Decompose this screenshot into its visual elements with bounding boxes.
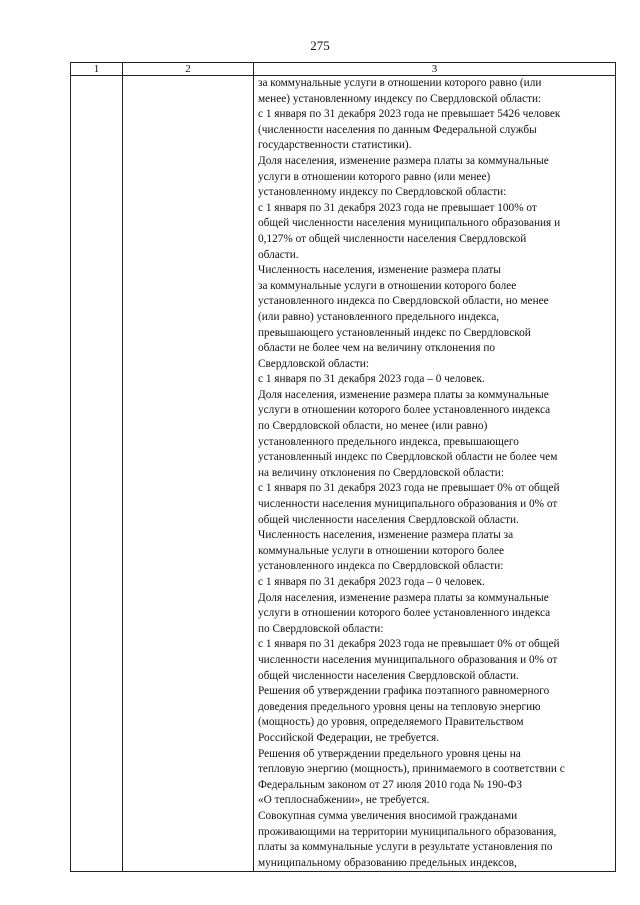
text-line: области не более чем на величину отклонения по (258, 342, 496, 355)
text-line: с 1 января по 31 декабря 2023 года не превышает 100% от (258, 201, 537, 214)
text-line: государственности статистики). (258, 139, 412, 152)
text-line: численности населения муниципального образования и 0% от (258, 498, 558, 511)
table-cell-col3 (254, 76, 616, 872)
text-line: области. (258, 248, 299, 261)
text-line: Федеральным законом от 27 июля 2010 года № 190-ФЗ (258, 778, 523, 791)
text-line: за коммунальные услуги в отношении которого равно (или (258, 77, 542, 89)
text-line: Доля населения, изменение размера платы за коммунальные (258, 154, 549, 167)
text-line: менее) установленному индексу по Свердловской области: (258, 92, 542, 105)
text-line: общей численности населения Свердловской области. (258, 513, 519, 526)
text-line: по Свердловской области, но менее (или равно) (258, 420, 488, 433)
text-line: численности населения муниципального образования и 0% от (258, 653, 558, 666)
text-line: «О теплоснабжении», не требуется. (258, 794, 430, 807)
column-header-3: 3 (254, 63, 616, 76)
column-header-2: 2 (123, 63, 254, 76)
text-line: превышающего установленный индекс по Свердловской (258, 326, 531, 339)
text-line: муниципальному образованию предельных индексов, (258, 856, 517, 869)
table-cell-col2 (123, 76, 254, 872)
text-line: услуги в отношении которого более установленного индекса (258, 404, 551, 417)
text-line: общей численности населения Свердловской области. (258, 669, 519, 682)
text-line: установленный индекс по Свердловской области не более чем (258, 451, 558, 464)
text-line: коммунальные услуги в отношении которого более (258, 544, 505, 557)
text-line: с 1 января по 31 декабря 2023 года – 0 человек. (258, 576, 485, 588)
table-header-row (71, 63, 616, 76)
text-line: платы за коммунальные услуги в результате установления по (258, 841, 553, 854)
text-line: с 1 января по 31 декабря 2023 года не превышает 5426 человек (258, 108, 561, 121)
text-line: Совокупная сумма увеличения вносимой гражданами (258, 809, 518, 822)
column-header-1: 1 (71, 63, 123, 76)
text-line: установленного индекса по Свердловской области, но менее (258, 295, 549, 308)
text-line: за коммунальные услуги в отношении которого более (258, 279, 517, 292)
text-line: установленного индекса по Свердловской области: (258, 560, 504, 573)
text-line: Численность населения, изменение размера платы (258, 264, 501, 277)
text-line: (численности населения по данным Федеральной службы (258, 123, 537, 136)
text-line: Численность населения, изменение размера платы за (258, 529, 514, 542)
text-line: проживающими на территории муниципального образования, (258, 825, 557, 838)
page-number: 275 (310, 38, 330, 53)
text-line: Решения об утверждении графика поэтапного равномерного (258, 685, 550, 698)
document-table (70, 62, 616, 872)
text-line: тепловую энергию (мощность), принимаемого в соответствии с (258, 763, 565, 776)
text-line: Свердловской области: (258, 357, 369, 370)
text-line: общей численности населения муниципального образования и (258, 217, 561, 230)
table-row (71, 76, 616, 872)
text-line: (мощность) до уровня, определяемого Правительством (258, 716, 524, 729)
text-line: установленному индексу по Свердловской области: (258, 186, 507, 199)
text-line: с 1 января по 31 декабря 2023 года – 0 человек. (258, 373, 485, 386)
text-line: с 1 января по 31 декабря 2023 года не превышает 0% от общей (258, 482, 560, 495)
text-line: по Свердловской области: (258, 622, 384, 635)
text-line: 0,127% от общей численности населения Свердловской (258, 232, 527, 245)
text-line: услуги в отношении которого равно (или менее) (258, 170, 491, 183)
text-line: на величину отклонения по Свердловской области: (258, 466, 504, 479)
table-cell-col1 (71, 76, 123, 872)
text-line: Российской Федерации, не требуется. (258, 731, 440, 744)
text-line: Доля населения, изменение размера платы за коммунальные (258, 388, 549, 401)
text-line: Решения об утверждении предельного уровня цены на (258, 747, 521, 760)
text-line: установленного предельного индекса, превышающего (258, 435, 519, 448)
text-line: услуги в отношении которого более установленного индекса (258, 607, 551, 620)
text-line: доведения предельного уровня цены на тепловую энергию (258, 700, 541, 713)
text-line: (или равно) установленного предельного индекса, (258, 310, 500, 323)
text-line: с 1 января по 31 декабря 2023 года не превышает 0% от общей (258, 638, 560, 651)
text-line: Доля населения, изменение размера платы за коммунальные (258, 591, 549, 604)
